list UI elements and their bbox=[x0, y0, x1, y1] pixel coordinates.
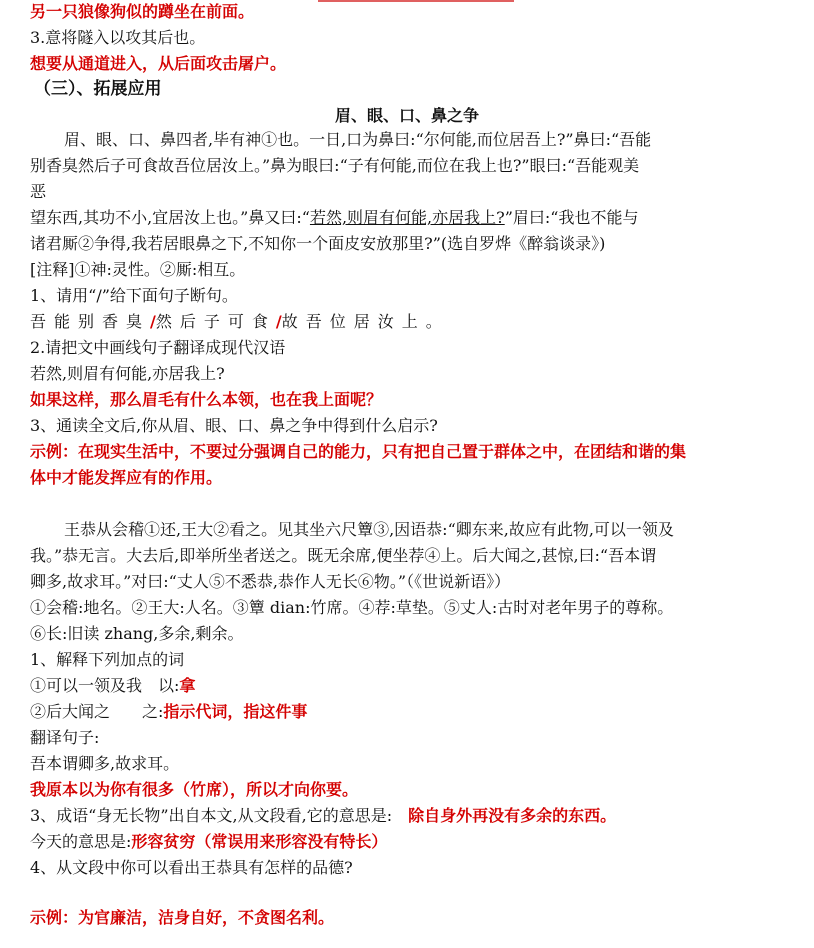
passage-line bbox=[30, 207, 638, 229]
question-line: 1、解释下列加点的词 bbox=[30, 650, 185, 669]
question-text: 今天的意思是: bbox=[30, 832, 132, 851]
answer-line: 示例：为官廉洁，洁身自好，不贪图名利。 bbox=[30, 908, 335, 927]
passage-text: 望东西,其功不小,宜居汝上也。”鼻又曰:“ bbox=[30, 208, 310, 227]
annotation-line: ⑥长:旧读 zhang,多余,剩余。 bbox=[30, 624, 244, 643]
question-text: ①可以一领及我 以: bbox=[30, 676, 180, 695]
answer-text: 形容贫穷（常误用来形容没有特长） bbox=[131, 832, 388, 851]
passage-line: 眉、眼、口、鼻四者,毕有神①也。一日,口为鼻曰:“尔何能,而位居吾上?”鼻曰:“吾能 bbox=[64, 130, 652, 149]
passage-text: ”眉曰:“我也不能与 bbox=[504, 208, 639, 227]
answer-segment: 故吾位居汝上。 bbox=[281, 312, 450, 331]
passage-title: 眉、眼、口、鼻之争 bbox=[334, 106, 479, 125]
annotation-line: [注释]①神:灵性。②厮:相互。 bbox=[30, 260, 246, 279]
answer-text: 除自身外再没有多余的东西。 bbox=[408, 806, 617, 825]
passage-line: 诸君厮②争得,我若居眼鼻之下,不知你一个面皮安放那里?”(选自罗烨《醉翁谈录》) bbox=[30, 234, 606, 253]
passage-line: 恶 bbox=[30, 182, 47, 201]
answer-line: 我原本以为你有很多（竹席），所以才向你要。 bbox=[30, 780, 359, 799]
passage-line: 别香臭然后子可食故吾位居汝上。”鼻为眼曰:“子有何能,而位在我上也?”眼曰:“吾能观美 bbox=[30, 156, 640, 175]
answer-line: 示例：在现实生活中，不要过分强调自己的能力，只有把自己置于群体之中，在团结和谐的集 bbox=[30, 442, 687, 461]
question-text: ②后大闻之 之: bbox=[30, 702, 164, 721]
top-rule bbox=[318, 0, 514, 2]
answer-line: 想要从通道进入，从后面攻击屠户。 bbox=[30, 54, 287, 73]
question-line bbox=[30, 805, 616, 827]
question-line bbox=[30, 675, 195, 697]
question-line bbox=[30, 701, 307, 723]
question-line bbox=[30, 831, 387, 853]
underlined-sentence: 若然,则眉有何能,亦居我上? bbox=[309, 208, 505, 227]
question-sentence: 吾本谓卿多,故求耳。 bbox=[30, 754, 180, 773]
question-text: 3、成语“身无长物”出自本文,从文段看,它的意思是: bbox=[30, 806, 409, 825]
answer-text: 指示代词，指这件事 bbox=[163, 702, 308, 721]
passage-line: 卿多,故求耳。”对曰:“丈人⑤不悉恭,恭作人无长⑥物。”（《世说新语》） bbox=[30, 572, 511, 591]
answer-segment: 然后子可食 bbox=[155, 312, 276, 331]
slash-mark: / bbox=[275, 312, 282, 331]
question-sentence: 若然,则眉有何能,亦居我上? bbox=[30, 364, 225, 383]
answer-line: 另一只狼像狗似的蹲坐在前面。 bbox=[30, 2, 255, 21]
slash-mark: / bbox=[150, 312, 156, 331]
annotation-line: ①会稽:地名。②王大:人名。③簟 dian:竹席。④荐:草垫。⑤丈人:古时对老年男子的尊称。 bbox=[30, 598, 674, 617]
answer-segment: 吾能别香臭 bbox=[30, 312, 151, 331]
passage-line: 王恭从会稽①还,王大②看之。见其坐六尺簟③,因语恭:“卿东来,故应有此物,可以一领及 bbox=[64, 520, 674, 539]
question-line: 3、通读全文后,你从眉、眼、口、鼻之争中得到什么启示? bbox=[30, 416, 438, 435]
answer-text: 拿 bbox=[179, 676, 196, 695]
section-heading: （三）、拓展应用 bbox=[34, 79, 162, 99]
passage-line: 我。”恭无言。大去后,即举所坐者送之。既无余席,便坐荐④上。后大闻之,甚惊,曰:“吾本谓 bbox=[30, 546, 657, 565]
question-line: 2.请把文中画线句子翻译成现代汉语 bbox=[30, 338, 286, 357]
question-line: 翻译句子: bbox=[30, 728, 100, 747]
question-line: 1、请用“/”给下面句子断句。 bbox=[30, 286, 238, 305]
question-line: 3.意将隧入以攻其后也。 bbox=[30, 28, 206, 47]
answer-line bbox=[30, 311, 450, 333]
question-line: 4、从文段中你可以看出王恭具有怎样的品德? bbox=[30, 858, 353, 877]
answer-line: 如果这样，那么眉毛有什么本领，也在我上面呢？ bbox=[30, 390, 383, 409]
answer-line: 体中才能发挥应有的作用。 bbox=[30, 468, 223, 487]
